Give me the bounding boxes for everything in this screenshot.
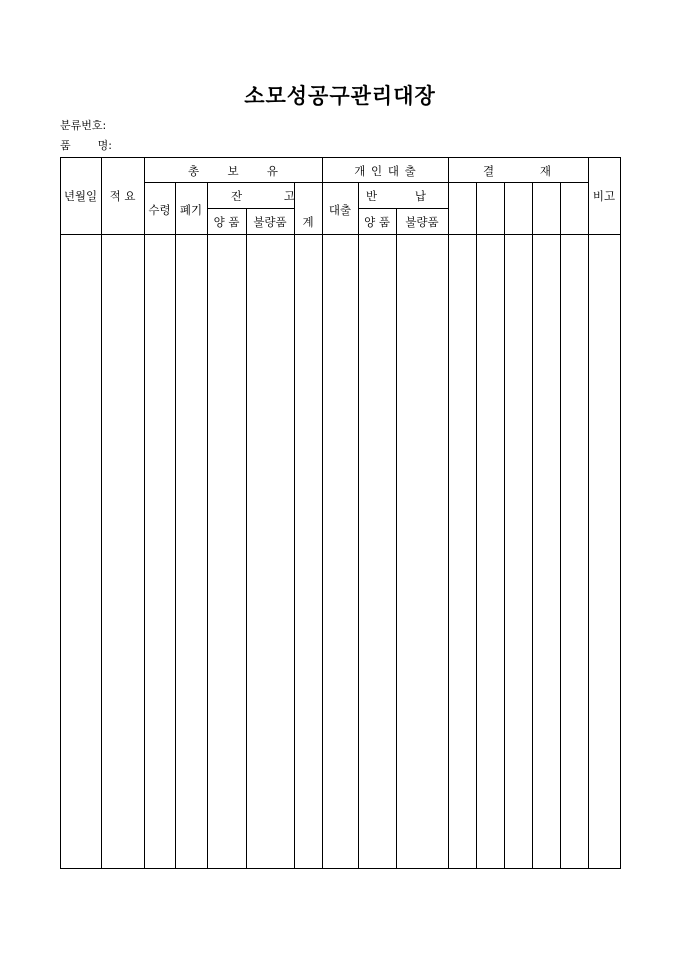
header-personal-loan: 개 인 대 출 xyxy=(354,164,416,178)
header-received: 수령 xyxy=(148,203,171,217)
header-remarks: 비고 xyxy=(592,189,616,203)
header-sum: 계 xyxy=(302,215,314,229)
header-good: 양 품 xyxy=(213,215,240,229)
header-returned: 반 납 xyxy=(366,189,426,203)
header-return-defective: 불량품 xyxy=(405,215,439,229)
header-total-holding: 총 보 유 xyxy=(188,164,278,178)
header-defective: 불량품 xyxy=(253,215,287,229)
document-title: 소모성공구관리대장 xyxy=(244,83,436,108)
header-date: 년월일 xyxy=(63,189,98,203)
header-approval: 결 재 xyxy=(483,164,551,178)
item-name-label: 품 명: xyxy=(60,139,112,152)
header-loan: 대출 xyxy=(328,203,352,217)
header-disposed: 폐기 xyxy=(179,203,203,217)
header-summary: 적 요 xyxy=(109,189,136,203)
classification-number-label: 분류번호: xyxy=(60,119,107,132)
header-return-good: 양 품 xyxy=(364,215,390,229)
header-balance: 잔 고 xyxy=(231,189,295,203)
